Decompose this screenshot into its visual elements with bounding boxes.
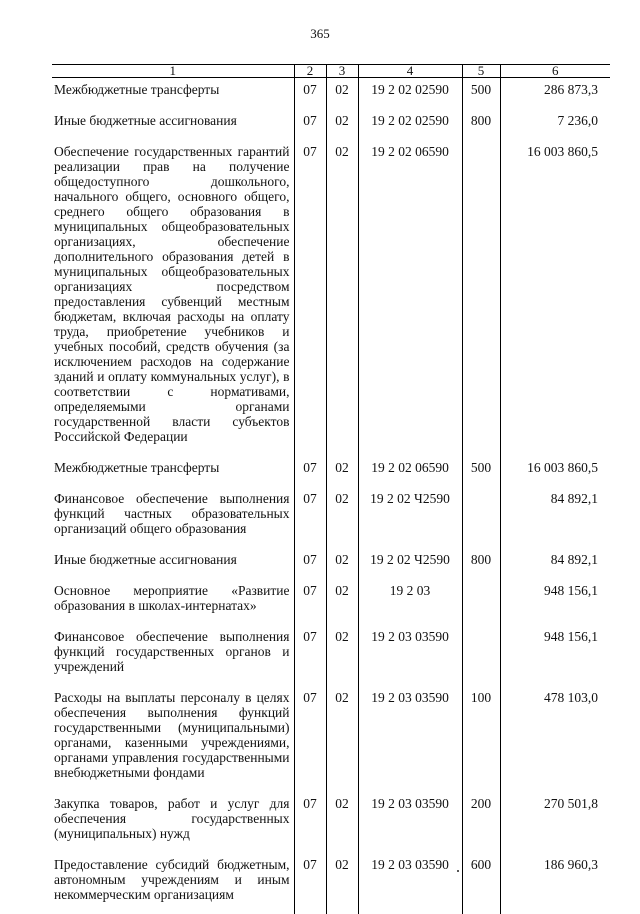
row-subsection-code: 02 xyxy=(326,456,358,487)
header-col-4: 4 xyxy=(358,65,462,78)
row-section-code: 07 xyxy=(294,109,326,140)
row-target-article: 19 2 02 Ч2590 xyxy=(358,487,462,548)
row-amount: 186 960,3 xyxy=(500,853,610,914)
row-amount: 948 156,1 xyxy=(500,579,610,625)
row-subsection-code: 02 xyxy=(326,686,358,792)
row-expense-type: 800 xyxy=(462,548,500,579)
row-section-code: 07 xyxy=(294,78,326,110)
row-expense-type: 600 xyxy=(462,853,500,914)
row-target-article: 19 2 02 06590 xyxy=(358,456,462,487)
table-row xyxy=(52,456,610,487)
row-section-code: 07 xyxy=(294,686,326,792)
row-section-code: 07 xyxy=(294,140,326,456)
row-name: Предоставление субсидий бюджетным, автономным учреждениям и иным некоммерческим организациям xyxy=(52,853,294,914)
table-row xyxy=(52,78,610,110)
row-target-article: 19 2 03 03590 xyxy=(358,792,462,853)
row-name: Межбюджетные трансферты xyxy=(52,78,294,110)
table-row xyxy=(52,140,610,456)
row-name: Основное мероприятие «Развитие образования в школах-интернатах» xyxy=(52,579,294,625)
row-subsection-code: 02 xyxy=(326,487,358,548)
header-row xyxy=(52,65,610,78)
row-section-code: 07 xyxy=(294,548,326,579)
row-expense-type: 200 xyxy=(462,792,500,853)
row-target-article: 19 2 02 02590 xyxy=(358,109,462,140)
row-section-code: 07 xyxy=(294,792,326,853)
table-body xyxy=(52,78,610,914)
row-amount: 270 501,8 xyxy=(500,792,610,853)
row-target-article: 19 2 03 03590 xyxy=(358,625,462,686)
row-name: Иные бюджетные ассигнования xyxy=(52,109,294,140)
row-subsection-code: 02 xyxy=(326,792,358,853)
budget-table xyxy=(52,64,610,914)
row-expense-type: 500 xyxy=(462,78,500,110)
row-name: Финансовое обеспечение выполнения функций государственных органов и учреждений xyxy=(52,625,294,686)
header-col-2: 2 xyxy=(294,65,326,78)
table-row xyxy=(52,686,610,792)
row-subsection-code: 02 xyxy=(326,109,358,140)
row-subsection-code: 02 xyxy=(326,140,358,456)
row-target-article: 19 2 03 xyxy=(358,579,462,625)
header-col-6: 6 xyxy=(500,65,610,78)
row-section-code: 07 xyxy=(294,853,326,914)
scan-speck xyxy=(457,870,459,872)
header-col-1: 1 xyxy=(52,65,294,78)
row-expense-type: 100 xyxy=(462,686,500,792)
table-row xyxy=(52,109,610,140)
table-row xyxy=(52,625,610,686)
header-col-5: 5 xyxy=(462,65,500,78)
row-amount: 84 892,1 xyxy=(500,487,610,548)
row-amount: 478 103,0 xyxy=(500,686,610,792)
row-amount: 84 892,1 xyxy=(500,548,610,579)
row-target-article: 19 2 03 03590 xyxy=(358,853,462,914)
row-target-article: 19 2 03 03590 xyxy=(358,686,462,792)
row-name: Финансовое обеспечение выполнения функций частных образовательных организаций общего образования xyxy=(52,487,294,548)
row-expense-type xyxy=(462,487,500,548)
row-section-code: 07 xyxy=(294,487,326,548)
row-amount: 286 873,3 xyxy=(500,78,610,110)
row-name: Закупка товаров, работ и услуг для обеспечения государственных (муниципальных) нужд xyxy=(52,792,294,853)
table-row xyxy=(52,853,610,914)
row-subsection-code: 02 xyxy=(326,579,358,625)
row-subsection-code: 02 xyxy=(326,78,358,110)
row-subsection-code: 02 xyxy=(326,625,358,686)
row-name: Обеспечение государственных гарантий реализации прав на получение общедоступного дошкольного, начального общего, основного общего, среднего общего образования в муниципальных общеобразовательных организациях, обеспечение дополнительного образования детей в муниципальных общеобразовательных организациях посредством предоставления субвенций местным бюджетам, включая расходы на оплату труда, приобретение учебников и учебных пособий, средств обучения (за исключением расходов на содержание зданий и оплату коммунальных услуг), в соответствии с нормативами, определяемыми органами государственной власти субъектов Российской Федерации xyxy=(52,140,294,456)
row-expense-type xyxy=(462,140,500,456)
table-row xyxy=(52,487,610,548)
row-amount: 948 156,1 xyxy=(500,625,610,686)
row-subsection-code: 02 xyxy=(326,853,358,914)
row-subsection-code: 02 xyxy=(326,548,358,579)
table-row xyxy=(52,548,610,579)
row-amount: 7 236,0 xyxy=(500,109,610,140)
row-section-code: 07 xyxy=(294,625,326,686)
row-name: Расходы на выплаты персоналу в целях обеспечения выполнения функций государственными (муниципальными) органами, казенными учреждениями, органами управления государственными внебюджетными фондами xyxy=(52,686,294,792)
row-section-code: 07 xyxy=(294,579,326,625)
page-number: 365 xyxy=(0,26,640,42)
row-expense-type: 500 xyxy=(462,456,500,487)
row-target-article: 19 2 02 02590 xyxy=(358,78,462,110)
row-name: Иные бюджетные ассигнования xyxy=(52,548,294,579)
row-amount: 16 003 860,5 xyxy=(500,140,610,456)
table-row xyxy=(52,792,610,853)
row-target-article: 19 2 02 Ч2590 xyxy=(358,548,462,579)
row-section-code: 07 xyxy=(294,456,326,487)
table-row xyxy=(52,579,610,625)
row-target-article: 19 2 02 06590 xyxy=(358,140,462,456)
row-expense-type xyxy=(462,579,500,625)
row-expense-type xyxy=(462,625,500,686)
row-name: Межбюджетные трансферты xyxy=(52,456,294,487)
row-amount: 16 003 860,5 xyxy=(500,456,610,487)
row-expense-type: 800 xyxy=(462,109,500,140)
header-col-3: 3 xyxy=(326,65,358,78)
budget-table-container xyxy=(52,64,610,852)
